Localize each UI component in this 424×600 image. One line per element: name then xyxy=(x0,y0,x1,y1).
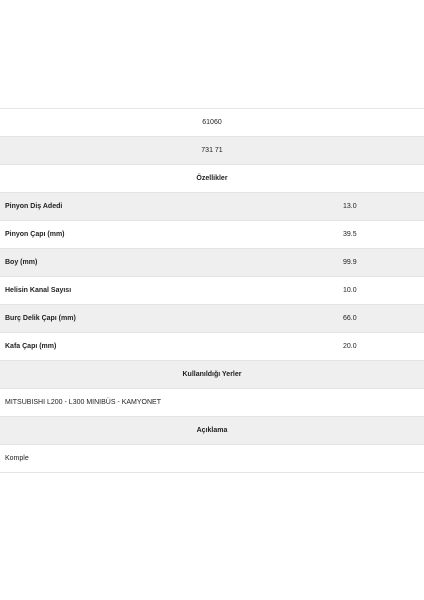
spec-value: 13.0 xyxy=(343,203,357,210)
spec-label: Pinyon Çapı (mm) xyxy=(5,231,65,238)
usage-header-row xyxy=(0,361,424,389)
features-heading: Özellikler xyxy=(196,175,228,182)
spec-label: Pinyon Diş Adedi xyxy=(5,203,63,210)
product-spec-table xyxy=(0,108,424,473)
code-row-2 xyxy=(0,137,424,165)
spec-row xyxy=(0,193,424,221)
part-code: 61060 xyxy=(202,119,222,126)
spec-value: 39.5 xyxy=(343,231,357,238)
usage-heading: Kullanıldığı Yerler xyxy=(182,371,242,378)
spec-value: 20.0 xyxy=(343,343,357,350)
spec-row xyxy=(0,221,424,249)
oem-code: 731 71 xyxy=(201,147,223,154)
spec-row xyxy=(0,333,424,361)
spec-value: 10.0 xyxy=(343,287,357,294)
features-header-row xyxy=(0,165,424,193)
spec-row xyxy=(0,249,424,277)
spec-label: Helisin Kanal Sayısı xyxy=(5,287,72,294)
spec-row xyxy=(0,277,424,305)
description-text: Komple xyxy=(5,455,29,462)
spec-value: 66.0 xyxy=(343,315,357,322)
spec-label: Burç Delik Çapı (mm) xyxy=(5,315,76,322)
usage-row xyxy=(0,389,424,417)
usage-text: MITSUBISHI L200 - L300 MINIBÜS - KAMYONET xyxy=(5,399,161,406)
spec-label: Kafa Çapı (mm) xyxy=(5,343,57,350)
code-row-1 xyxy=(0,109,424,137)
description-heading: Açıklama xyxy=(196,427,228,434)
spec-label: Boy (mm) xyxy=(5,259,38,266)
spec-value: 99.9 xyxy=(343,259,357,266)
description-header-row xyxy=(0,417,424,445)
description-row xyxy=(0,445,424,473)
spec-row xyxy=(0,305,424,333)
